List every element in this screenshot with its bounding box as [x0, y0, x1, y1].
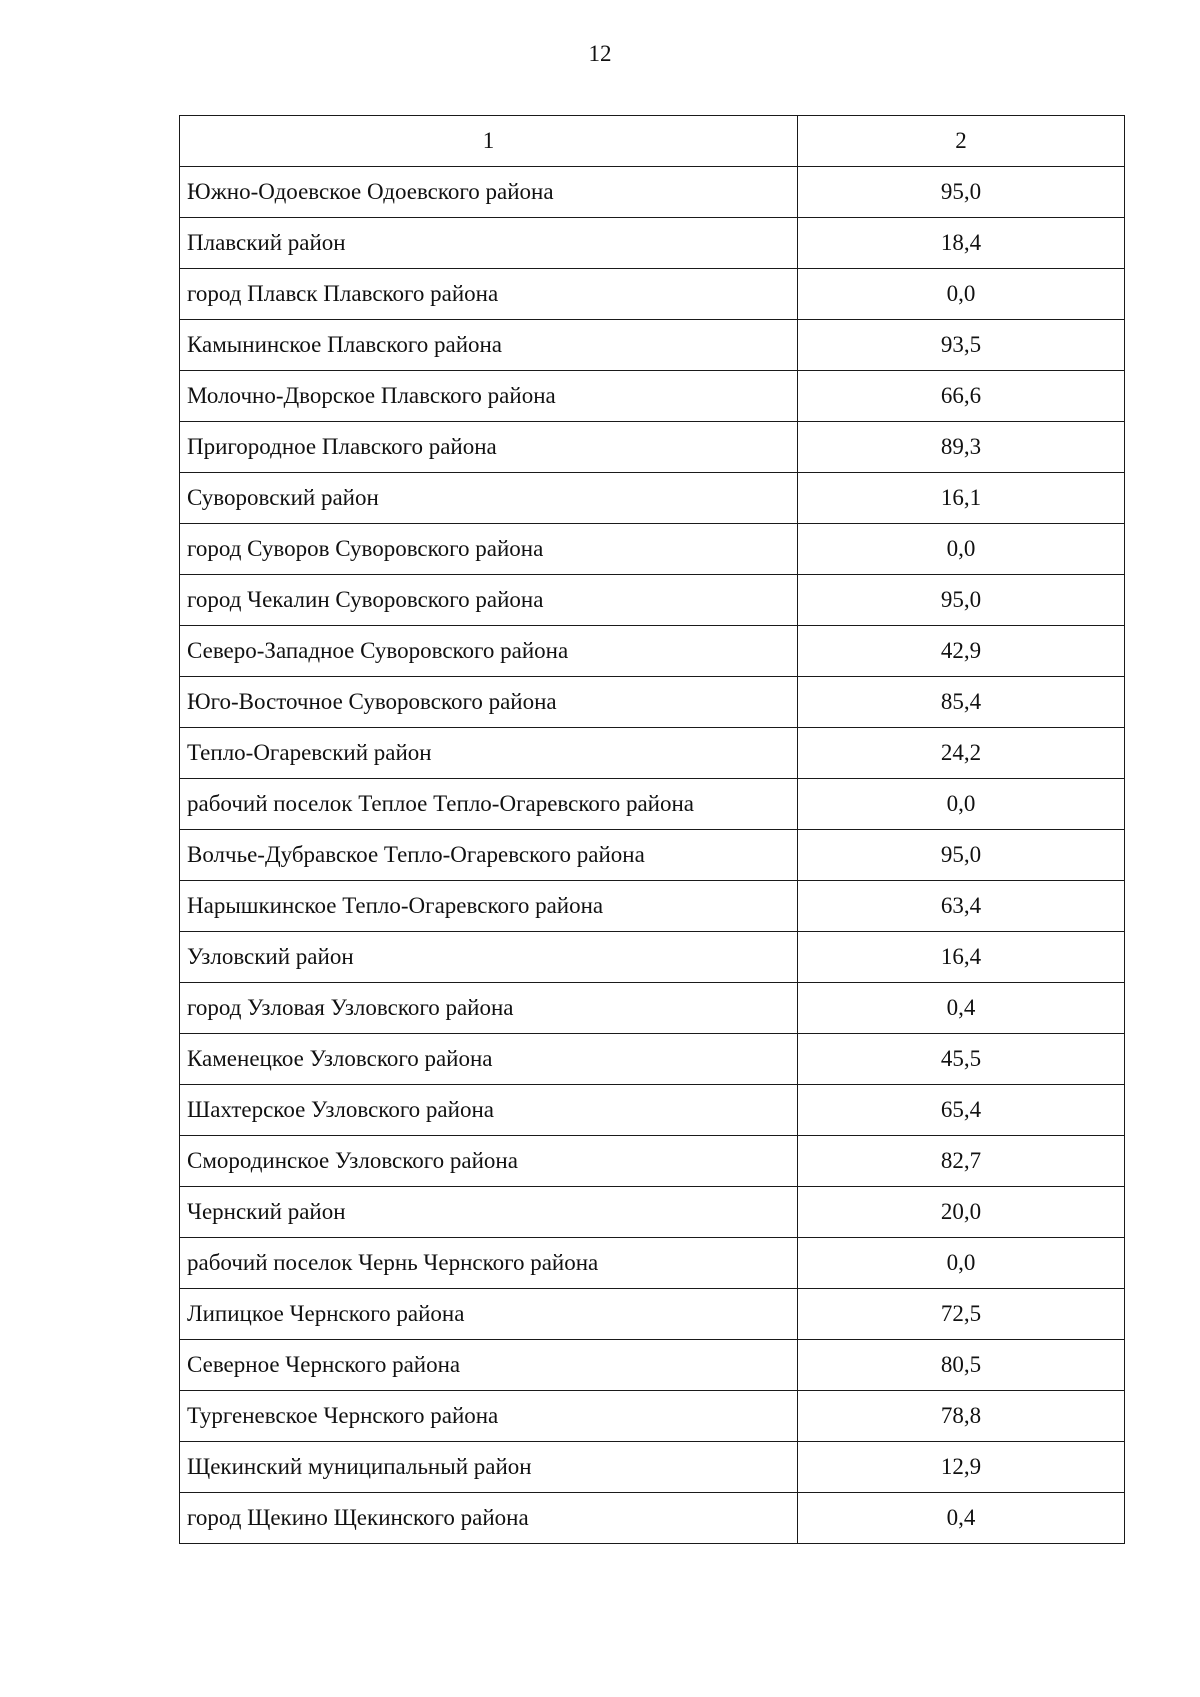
table-row [180, 1238, 1125, 1289]
table-row [180, 1340, 1125, 1391]
row-value-cell: 0,0 [798, 779, 1125, 830]
table-row [180, 1187, 1125, 1238]
row-name-cell: Южно-Одоевское Одоевского района [180, 167, 798, 218]
table-row [180, 677, 1125, 728]
row-name-cell: Суворовский район [180, 473, 798, 524]
row-name-cell: Юго-Восточное Суворовского района [180, 677, 798, 728]
table-body [180, 116, 1125, 1544]
row-value-cell: 95,0 [798, 167, 1125, 218]
row-name-cell: Молочно-Дворское Плавского района [180, 371, 798, 422]
table-row [180, 575, 1125, 626]
table-row [180, 1442, 1125, 1493]
row-value-cell: 95,0 [798, 830, 1125, 881]
table-row [180, 1289, 1125, 1340]
row-name-cell: рабочий поселок Чернь Чернского района [180, 1238, 798, 1289]
page-number: 12 [588, 41, 612, 66]
row-name-cell: город Узловая Узловского района [180, 983, 798, 1034]
row-value-cell: 72,5 [798, 1289, 1125, 1340]
table-row [180, 1493, 1125, 1544]
row-name-cell: Северное Чернского района [180, 1340, 798, 1391]
row-name-cell: город Плавск Плавского района [180, 269, 798, 320]
row-value-cell: 89,3 [798, 422, 1125, 473]
row-name-cell: Липицкое Чернского района [180, 1289, 798, 1340]
table-row [180, 473, 1125, 524]
row-value-cell: 95,0 [798, 575, 1125, 626]
table-row [180, 626, 1125, 677]
table-row [180, 1085, 1125, 1136]
table-row [180, 881, 1125, 932]
row-name-cell: Северо-Западное Суворовского района [180, 626, 798, 677]
row-value-cell: 0,4 [798, 1493, 1125, 1544]
row-value-cell: 85,4 [798, 677, 1125, 728]
table-row [180, 167, 1125, 218]
row-name-cell: Каменецкое Узловского района [180, 1034, 798, 1085]
row-name-cell: город Щекино Щекинского района [180, 1493, 798, 1544]
row-value-cell: 0,0 [798, 1238, 1125, 1289]
row-name-cell: Чернский район [180, 1187, 798, 1238]
row-value-cell: 0,0 [798, 524, 1125, 575]
row-name-cell: Тепло-Огаревский район [180, 728, 798, 779]
row-value-cell: 0,0 [798, 269, 1125, 320]
row-value-cell: 24,2 [798, 728, 1125, 779]
row-name-cell: город Чекалин Суворовского района [180, 575, 798, 626]
row-name-cell: Смородинское Узловского района [180, 1136, 798, 1187]
row-name-cell: Шахтерское Узловского района [180, 1085, 798, 1136]
table-row [180, 422, 1125, 473]
column-header-1: 1 [180, 116, 798, 167]
table-row [180, 1136, 1125, 1187]
row-name-cell: Пригородное Плавского района [180, 422, 798, 473]
row-name-cell: Щекинский муниципальный район [180, 1442, 798, 1493]
row-value-cell: 16,4 [798, 932, 1125, 983]
table-row [180, 1034, 1125, 1085]
row-value-cell: 82,7 [798, 1136, 1125, 1187]
table-header-row [180, 116, 1125, 167]
table-row [180, 779, 1125, 830]
row-name-cell: Камынинское Плавского района [180, 320, 798, 371]
row-value-cell: 18,4 [798, 218, 1125, 269]
row-name-cell: Узловский район [180, 932, 798, 983]
row-value-cell: 0,4 [798, 983, 1125, 1034]
table-row [180, 983, 1125, 1034]
row-name-cell: Волчье-Дубравское Тепло-Огаревского района [180, 830, 798, 881]
table-row [180, 371, 1125, 422]
row-value-cell: 42,9 [798, 626, 1125, 677]
row-name-cell: Плавский район [180, 218, 798, 269]
row-value-cell: 66,6 [798, 371, 1125, 422]
table-row [180, 524, 1125, 575]
row-value-cell: 20,0 [798, 1187, 1125, 1238]
row-name-cell: Тургеневское Чернского района [180, 1391, 798, 1442]
row-value-cell: 63,4 [798, 881, 1125, 932]
row-name-cell: рабочий поселок Теплое Тепло-Огаревского района [180, 779, 798, 830]
row-value-cell: 16,1 [798, 473, 1125, 524]
data-table [179, 115, 1125, 1544]
row-value-cell: 80,5 [798, 1340, 1125, 1391]
row-value-cell: 45,5 [798, 1034, 1125, 1085]
row-value-cell: 12,9 [798, 1442, 1125, 1493]
row-value-cell: 78,8 [798, 1391, 1125, 1442]
row-name-cell: город Суворов Суворовского района [180, 524, 798, 575]
row-value-cell: 65,4 [798, 1085, 1125, 1136]
row-value-cell: 93,5 [798, 320, 1125, 371]
table-row [180, 320, 1125, 371]
table-row [180, 218, 1125, 269]
row-name-cell: Нарышкинское Тепло-Огаревского района [180, 881, 798, 932]
table-row [180, 728, 1125, 779]
table-row [180, 1391, 1125, 1442]
table-row [180, 269, 1125, 320]
table-row [180, 932, 1125, 983]
column-header-2: 2 [798, 116, 1125, 167]
table-row [180, 830, 1125, 881]
